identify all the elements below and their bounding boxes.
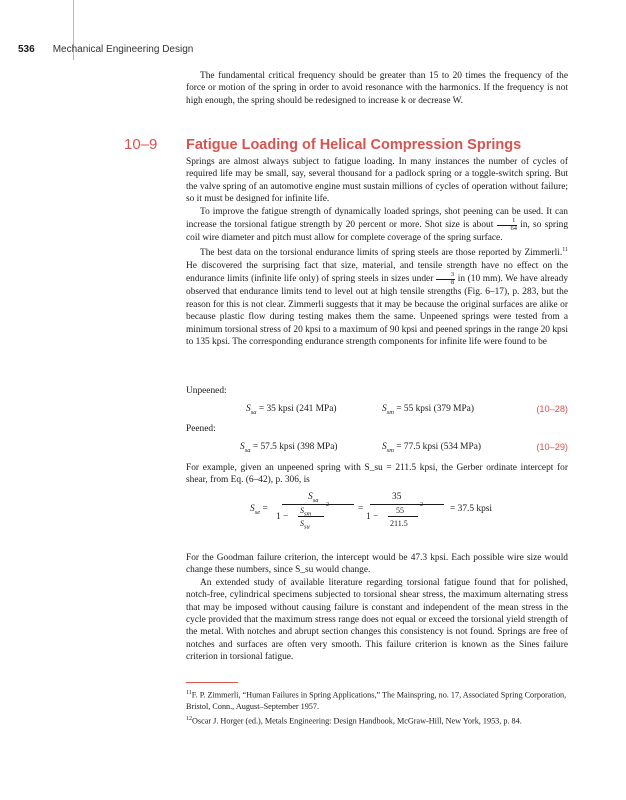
footnote-12: $^{12}$Oscar J. Horger (ed.), Metals Engineering: Design Handbook, McGraw-Hill, New York, 1953, p. 84. [186, 716, 522, 726]
page-number: 536 [18, 44, 35, 55]
page-header [18, 44, 193, 55]
fraction-1-64: $\frac{1}{64}$ [497, 218, 518, 232]
footnote-rule [186, 682, 238, 683]
paragraph-5: For the Goodman failure criterion, the intercept would be 47.3 kpsi. Each possible wire size would change these numbers, since S_su would change. [186, 553, 568, 576]
paragraph-3: The best data on the torsional endurance limits of spring steels are those reported by Zimmerli.$^{11}$ He discovered the surprising fact that size, material, and tensile strength have no effect on the endurance limits (infinite life only) of spring steels in sizes under $\frac{3}{8}$ in (10 mm). We have already observed that endurance limits tend to level out at high tensile strengths (Fig. 6–17), p. 283, but the reason for this is not clear. Zimmerli suggests that it may be because the original surfaces are alike or because plastic flow during testing makes them the same. Unpeened springs were tested from a minimum torsional stress of 20 kpsi to a maximum of 90 kpsi and peened springs in the range 20 kpsi to 135 kpsi. The corresponding endurance strength components for infinite life were found to be [186, 247, 569, 347]
unpeened-label: Unpeened: [186, 386, 227, 396]
paragraph-2: To improve the fatigue strength of dynamically loaded springs, shot peening can be used. It can increase the torsional fatigue strength by 20 percent or more. Shot size is about $\frac{1}{64}$ in, so spring coil wire diameter and pitch must allow for complete coverage of the spring surface. [186, 206, 569, 244]
equation-10-29: $S_{sa} = 57.5$ kpsi (398 MPa) $S_{sm} = 77.5$ kpsi (534 MPa) (10–29) [240, 442, 568, 454]
footnote-11: $^{11}$F. P. Zimmerli, “Human Failures in Spring Applications,” The Mainspring, no. 17, Associated Spring Corporation, Bristol, Conn., August–September 1957. [186, 690, 567, 711]
running-title: Mechanical Engineering Design [52, 44, 194, 55]
gerber-equation: $S_{se}$ = $S_{sa}$ 1 − $S_{sm}$ $S_{su}$ 2 = 35 1 − 55 211.5 2 = 37.5 kpsi [250, 492, 493, 531]
paragraph-6: An extended study of available literature regarding torsional fatigue found that for polished, notch-free, cylindrical specimens subjected to torsional shear stress, the maximum alternating stress that may be imposed without causing failure is constant and independent of the mean stress in the cycle provided that the maximum stress range does not equal or exceed the torsional yield strength of the metal. With notches and abrupt section changes this consistency is not found. Springs are free of notches and surfaces are often very smooth. This failure criterion is known as the Sines failure criterion in torsional fatigue. [186, 577, 568, 663]
equation-number: (10–28) [536, 404, 568, 414]
equation-number: (10–29) [536, 442, 568, 452]
body-text [186, 156, 568, 348]
section-number: 10–9 [124, 136, 158, 153]
paragraph-1: Springs are almost always subject to fatigue loading. In many instances the number of cycles of required life may be small, say, several thousand for a padlock spring or a toggle-switch spring. But the valve spring of an automotive engine must sustain millions of cycles of operation without failure; so it must be designed for infinite life. [186, 157, 568, 205]
peened-label: Peened: [186, 424, 216, 434]
section-title: Fatigue Loading of Helical Compression Springs [186, 137, 522, 153]
equation-10-28: $S_{sa} = 35$ kpsi (241 MPa) $S_{sm} = 55$ kpsi (379 MPa) (10–28) [246, 404, 568, 416]
paragraph-4: For example, given an unpeened spring with S_su = 211.5 kpsi, the Gerber ordinate intercept for shear, from Eq. (6–42), p. 306, is [186, 463, 568, 486]
section-heading [124, 136, 604, 153]
body-text-2 [186, 552, 568, 664]
intro-paragraph: The fundamental critical frequency should be greater than 15 to 20 times the frequency of the force or motion of the spring in order to avoid resonance with the harmonics. If the frequency is not high enough, the spring should be redesigned to increase k or decrease W. [186, 71, 568, 106]
fraction-3-8: $\frac{3}{8}$ [436, 272, 455, 286]
